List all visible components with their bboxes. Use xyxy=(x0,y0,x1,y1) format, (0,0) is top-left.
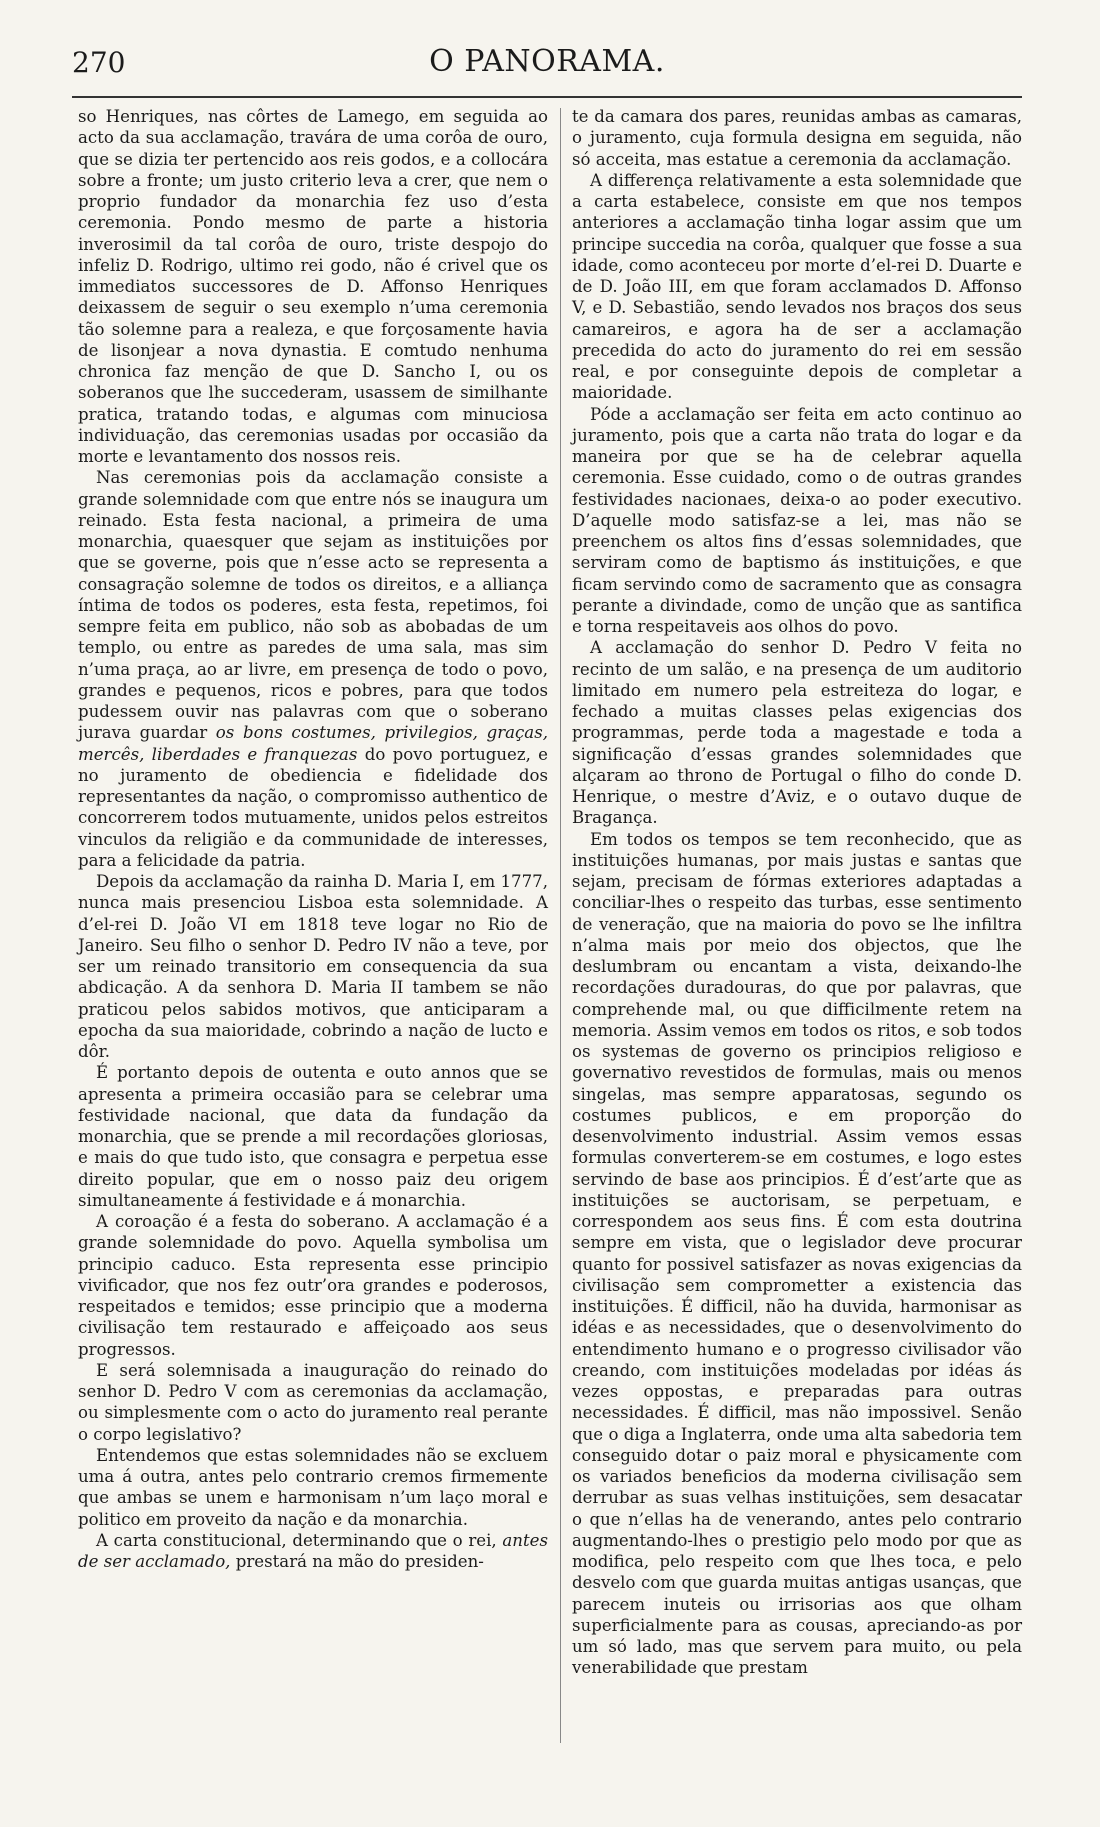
paragraph: A differença relativamente a esta solemnidade que a carta estabelece, consiste em que nos tempos anteriores a acclamação tinha logar assim que um principe succedia na corôa, qualquer que fosse a sua idade, como aconteceu por morte d’el-rei D. Duarte e de D. João III, em que foram acclamados D. Affonso V, e D. Sebastião, sendo levados nos braços dos seus camareiros, e agora ha de ser a acclamação precedida do acto do juramento do rei em sessão real, e por conseguinte depois de completar a maioridade. xyxy=(572,170,1022,403)
paragraph xyxy=(78,467,548,871)
italic-phrase: antes de ser acclamado, xyxy=(78,1530,548,1571)
paragraph: Póde a acclamação ser feita em acto continuo ao juramento, pois que a carta não trata do logar e da maneira por que se ha de celebrar aquella ceremonia. Esse cuidado, como o de outras grandes festividades nacionaes, deixa-o ao poder executivo. D’aquelle modo satisfaz-se a lei, mas não se preenchem os altos fins d’essas solemnidades, que serviram como de baptismo ás instituições, e que ficam servindo como de sacramento que as consagra perante a divindade, como de unção que as santifica e torna respeitaveis aos olhos do povo. xyxy=(572,404,1022,636)
paragraph: Em todos os tempos se tem reconhecido, que as instituições humanas, por mais justas e santas que sejam, precisam de fórmas exteriores adaptadas a conciliar-lhes o respeito das turbas, esse sentimento de veneração, que na maioria do povo se lhe infiltra n’alma mais por meio dos objectos, que lhe deslumbram ou encantam a vista, deixando-lhe recordações duradouras, do que por palavras, que comprehende mal, ou que difficilmente retem na memoria. Assim vemos em todos os ritos, e sob todos os systemas de governo os principios religioso e governativo revestidos de formulas, mais ou menos singelas, mas sempre apparatosas, segundo os costumes publicos, e em proporção do desenvolvimento industrial. Assim vemos essas formulas converterem-se em costumes, e logo estes servindo de base aos principios. É d’est’arte que as instituições se auctorisam, se perpetuam, e correspondem aos seus fins. É com esta doutrina sempre em vista, que o legislador deve procurar quanto for possivel satisfazer as novas exigencias da civilisação sem comprometter a existencia das instituições. É difficil, não ha duvida, harmonisar as idéas e as necessidades, que o desenvolvimento do entendimento humano e o progresso civilisador vão creando, com instituições modeladas por idéas ás vezes oppostas, e preparadas para outras necessidades. É difficil, mas não impossivel. Senão que o diga a Inglaterra, onde uma alta sabedoria tem conseguido dotar o paiz moral e physicamente com os variados beneficios da moderna civilisação sem derrubar as suas velhas instituições, sem desacatar o que n’ellas ha de venerando, antes pelo contrario augmentando-lhes o prestigio pelo modo por que as modifica, pelo respeito com que lhes toca, e pelo desvelo com que guarda muitas antigas usanças, que parecem inuteis ou irrisorias aos que olham superficialmente para as cousas, apreciando-as por um só lado, mas que servem para muito, ou pela venerabilidade que prestam xyxy=(572,829,1022,1678)
italic-phrase: os bons costumes, privilegios, graças, mercês, liberdades e franquezas xyxy=(78,723,548,764)
right-column xyxy=(572,106,1022,1679)
paragraph-text: do povo portuguez, e no juramento de obediencia e fidelidade dos representantes da nação, o compromisso authentico de concorrerem todos mutuamente, unidos pelos estreitos vinculos da religião e da communidade de interesses, para a felicidade da patria. xyxy=(78,744,548,870)
paragraph: te da camara dos pares, reunidas ambas as camaras, o juramento, cuja formula designa em seguida, não só acceita, mas estatue a ceremonia da acclamação. xyxy=(572,107,1022,169)
header-rule xyxy=(72,96,1022,98)
paragraph xyxy=(78,1530,548,1573)
paragraph-text: Nas ceremonias pois da acclamação consiste a grande solemnidade com que entre nós se inaugura um reinado. Esta festa nacional, a primeira de uma monarchia, quaesquer que sejam as instituições por que se governe, pois que n’esse acto se representa a consagração solemne de todos os direitos, e a alliança íntima de todos os poderes, esta festa, repetimos, foi sempre feita em publico, não sob as abobadas de um templo, ou entre as paredes de uma sala, mas sim n’uma praça, ao ar livre, em presença de todo o povo, grandes e pequenos, ricos e pobres, para que todos pudessem ouvir nas palavras com que o soberano jurava guardar xyxy=(78,468,548,743)
paragraph: E será solemnisada a inauguração do reinado do senhor D. Pedro V com as ceremonias da acclamação, ou simplesmente com o acto do juramento real perante o corpo legislativo? xyxy=(78,1360,548,1444)
paragraph: É portanto depois de outenta e outo annos que se apresenta a primeira occasião para se celebrar uma festividade nacional, que data da fundação da monarchia, que se prende a mil recordações gloriosas, e mais do que tudo isto, que consagra e perpetua esse direito popular, que em o nosso paiz deu origem simultaneamente á festividade e á monarchia. xyxy=(78,1063,548,1210)
column-divider xyxy=(560,108,561,1743)
paragraph: A coroação é a festa do soberano. A acclamação é a grande solemnidade do povo. Aquella symbolisa um principio caduco. Esta representa esse principio vivificador, que nos fez outr’ora grandes e poderosos, respeitados e temidos; esse principio que a moderna civilisação tem restaurado e affeiçoado aos seus progressos. xyxy=(78,1212,548,1359)
paragraph: A acclamação do senhor D. Pedro V feita no recinto de um salão, e na presença de um auditorio limitado em numero pela estreiteza do logar, e fechado a muitas classes pelas exigencias dos programmas, perde toda a magestade e toda a significação d’essas grandes solemnidades que alçaram ao throno de Portugal o filho do conde D. Henrique, o mestre d’Aviz, e o outavo duque de Bragança. xyxy=(572,638,1022,828)
running-title: O PANORAMA. xyxy=(429,44,665,79)
paragraph: Entendemos que estas solemnidades não se excluem uma á outra, antes pelo contrario cremos firmemente que ambas se unem e harmonisam n’um laço moral e politico em proveito da nação e da monarchia. xyxy=(78,1445,548,1529)
page-number: 270 xyxy=(72,46,126,79)
paragraph: Depois da acclamação da rainha D. Maria I, em 1777, nunca mais presenciou Lisboa esta solemnidade. A d’el-rei D. João VI em 1818 teve logar no Rio de Janeiro. Seu filho o senhor D. Pedro IV não a teve, por ser um reinado transitorio em consequencia da sua abdicação. A da senhora D. Maria II tambem se não praticou pelos sabidos motivos, que anticiparam a epocha da sua maioridade, cobrindo a nação de lucto e dôr. xyxy=(78,872,548,1061)
left-column xyxy=(78,106,548,1572)
paragraph-text: prestará na mão do presiden- xyxy=(230,1552,484,1571)
paragraph: so Henriques, nas côrtes de Lamego, em seguida ao acto da sua acclamação, travára de uma corôa de ouro, que se dizia ter pertencido aos reis godos, e a collocára sobre a fronte; um justo criterio leva a crer, que nem o proprio fundador da monarchia fez uso d’esta ceremonia. Pondo mesmo de parte a historia inverosimil da tal corôa de ouro, triste despojo do infeliz D. Rodrigo, ultimo rei godo, não é crivel que os immediatos successores de D. Affonso Henriques deixassem de seguir o seu exemplo n’uma ceremonia tão solemne para a realeza, e que forçosamente havia de lisonjear a nova dynastia. E comtudo nenhuma chronica faz menção de que D. Sancho I, ou os soberanos que lhe succederam, usassem de similhante pratica, tratando todas, e algumas com minuciosa individuação, das ceremonias usadas por occasião da morte e levantamento dos nossos reis. xyxy=(78,107,548,466)
page-header xyxy=(72,38,1022,92)
paragraph-text: A carta constitucional, determinando que o rei, xyxy=(96,1530,503,1550)
